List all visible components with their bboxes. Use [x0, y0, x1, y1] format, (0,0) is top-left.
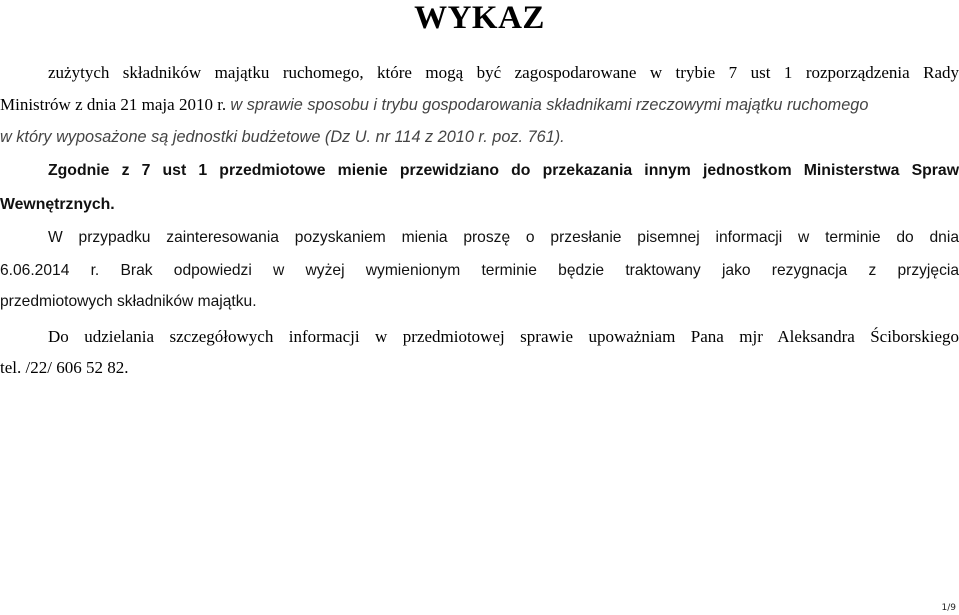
- request-line-2: 6.06.2014 r. Brak odpowiedzi w wyżej wymienionym terminie będzie traktowany jako rezygnacja z przyjęcia: [0, 262, 959, 279]
- request-line-1: W przypadku zainteresowania pozyskaniem mienia proszę o przesłanie pisemnej informacji w terminie do dnia: [48, 229, 959, 246]
- document-title: WYKAZ: [414, 0, 545, 36]
- intro-line-1: zużytych składników majątku ruchomego, które mogą być zagospodarowane w trybie 7 ust 1 rozporządzenia Rady: [48, 63, 959, 82]
- request-line-3: przedmiotowych składników majątku.: [0, 293, 257, 310]
- intro-line-2-italic: w sprawie sposobu i trybu gospodarowania składnikami rzeczowymi majątku ruchomego: [230, 96, 869, 114]
- page-number: 1/9: [941, 603, 956, 613]
- intro-line-2: [0, 89, 959, 121]
- contact-line-1: Do udzielania szczegółowych informacji w przedmiotowej sprawie upoważniam Pana mjr Aleksandra Ściborskiego: [48, 327, 959, 346]
- purpose-line-1: Zgodnie z 7 ust 1 przedmiotowe mienie przewidziano do przekazania innym jednostkom Ministerstwa Spraw: [48, 162, 959, 179]
- intro-line-2-regular: Ministrów z dnia 21 maja 2010 r.: [0, 95, 227, 114]
- purpose-line-2: Wewnętrznych.: [0, 196, 115, 213]
- intro-line-3: w który wyposażone są jednostki budżetowe (Dz U. nr 114 z 2010 r. poz. 761).: [0, 128, 565, 146]
- contact-line-2: tel. /22/ 606 52 82.: [0, 358, 129, 377]
